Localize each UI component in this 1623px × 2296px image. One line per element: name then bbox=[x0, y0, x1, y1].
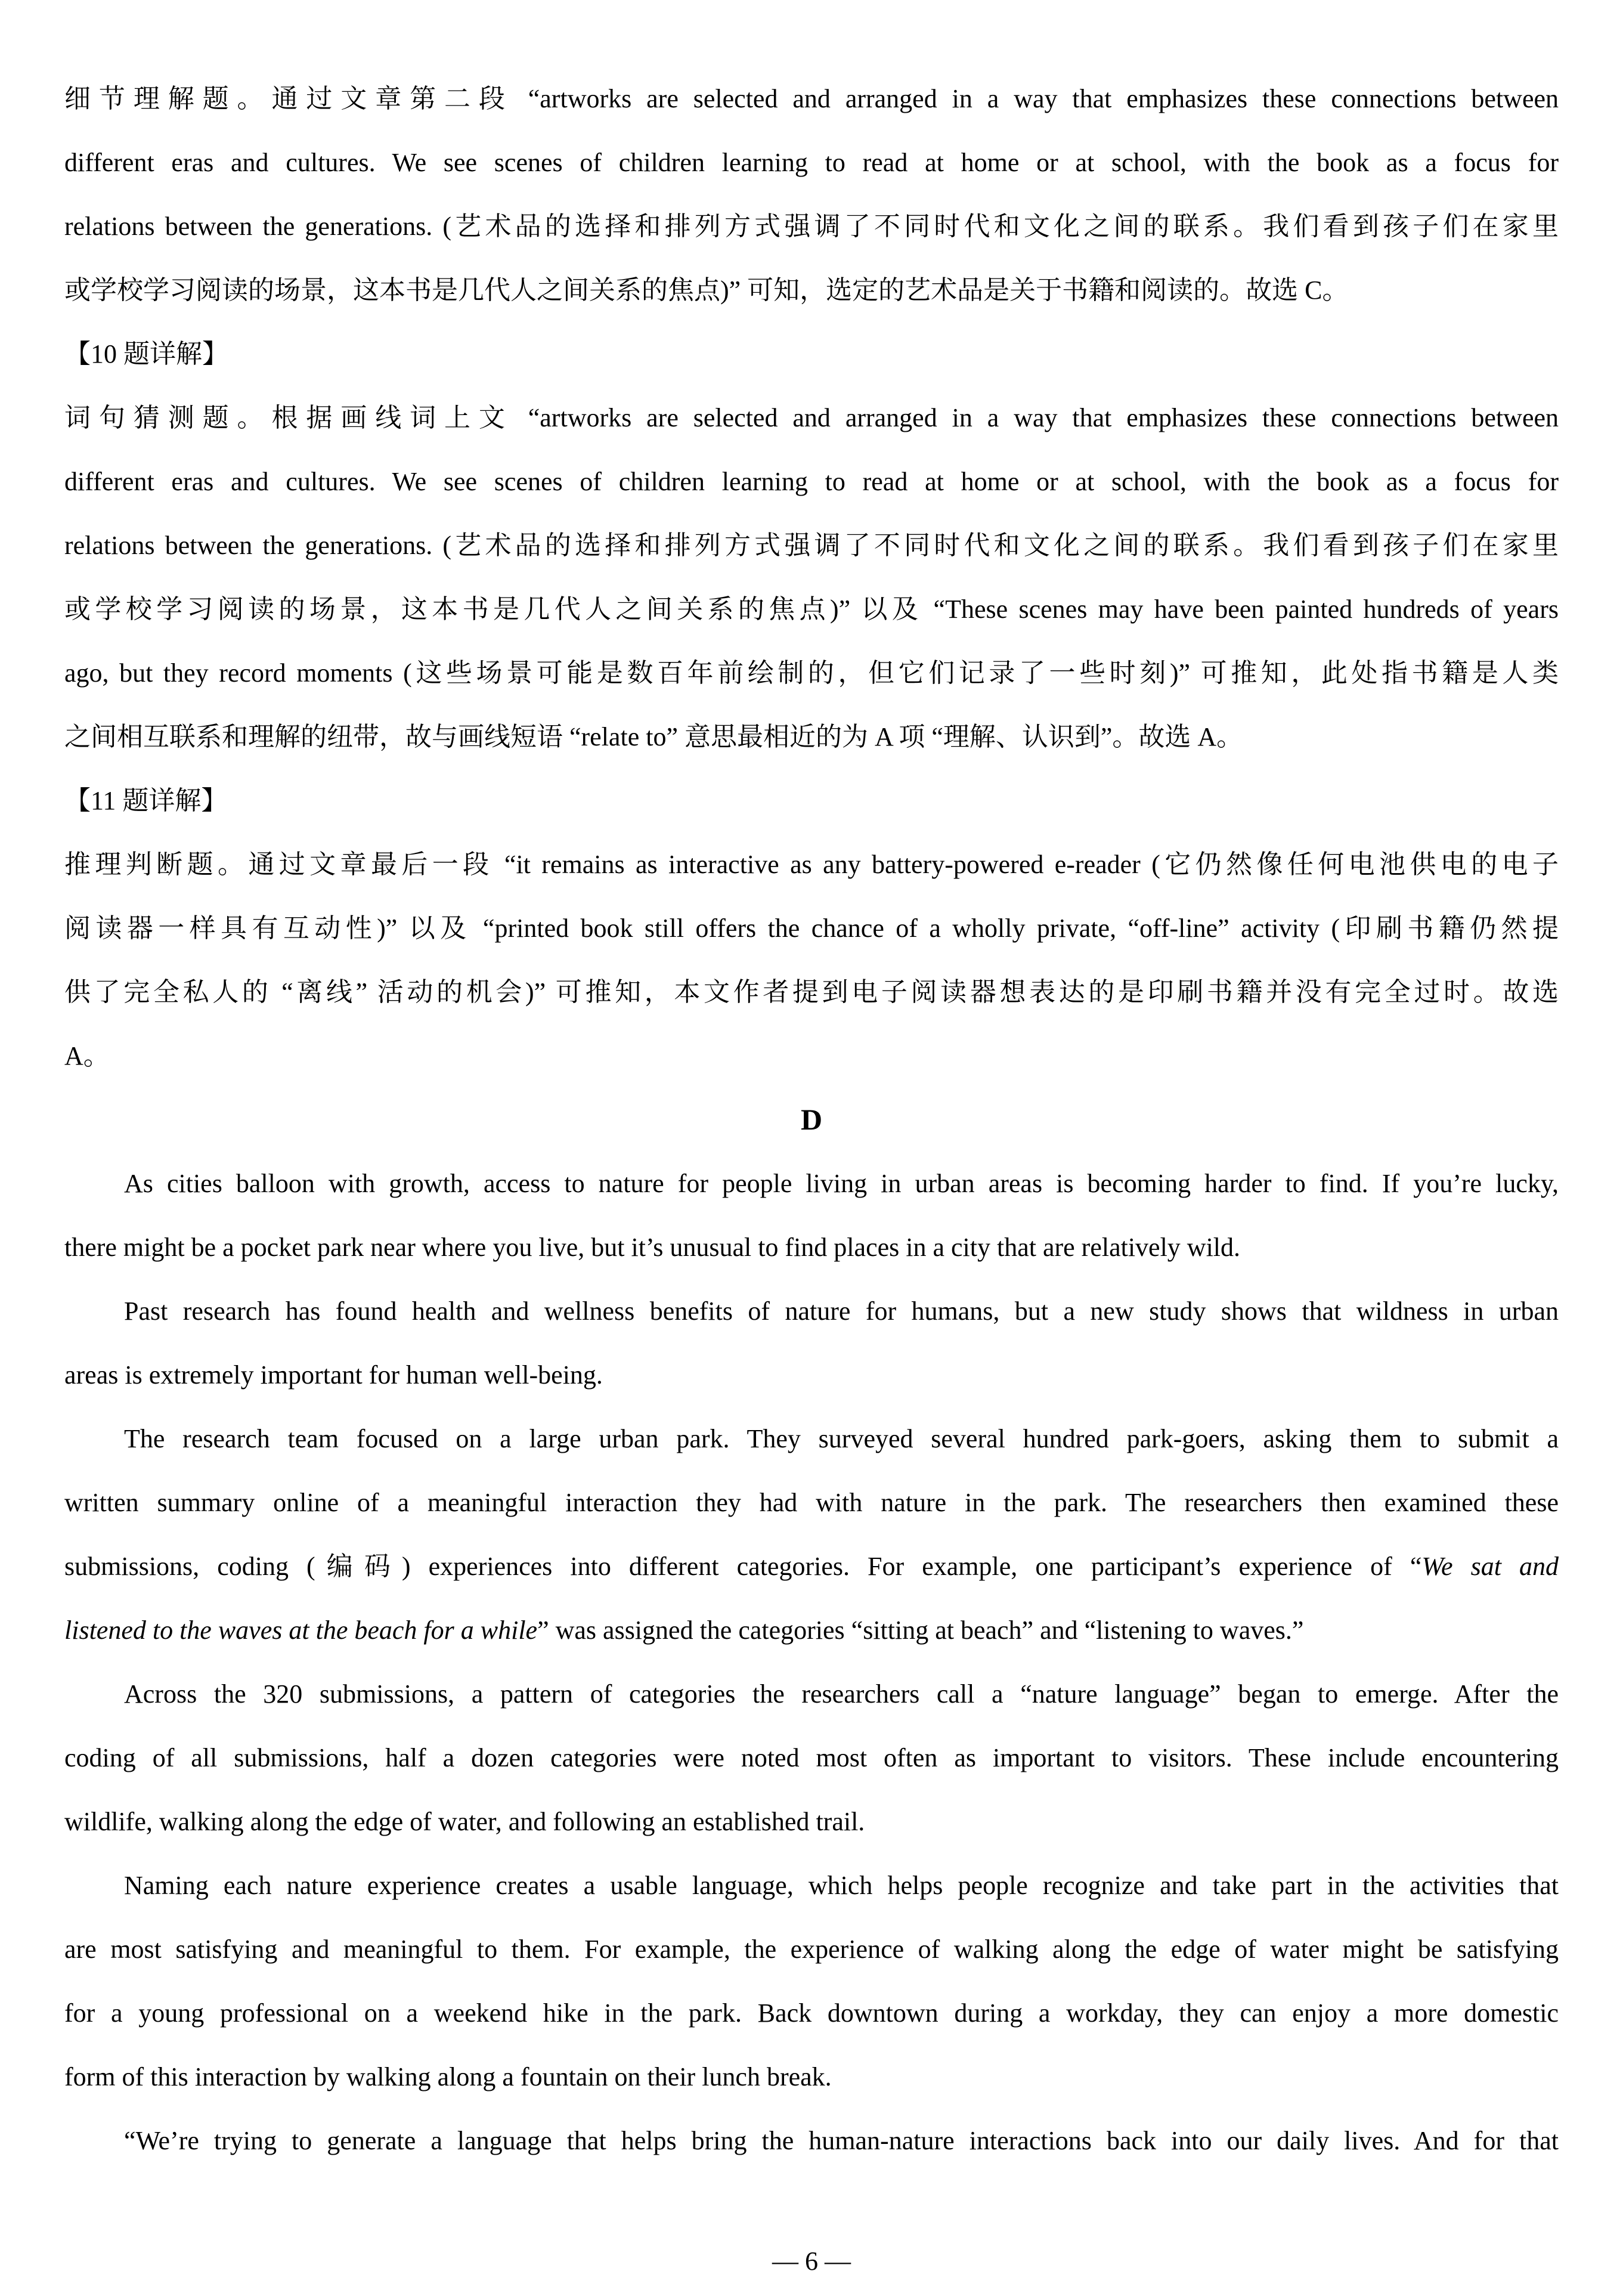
passage-line: areas is extremely important for human well-being. bbox=[64, 1360, 603, 1390]
passage-line bbox=[64, 1598, 1559, 1662]
passage-line: written summary online of a meaningful interaction they had with nature in the park. The researchers then examined these bbox=[64, 1488, 1559, 1517]
passage-text: submissions, coding (编码) experiences into different categories. For example, one participant’s experience of “ bbox=[64, 1552, 1422, 1581]
question-11-header: 【11 题详解】 bbox=[64, 786, 228, 815]
passage-line: for a young professional on a weekend hike in the park. Back downtown during a workday, they can enjoy a more domestic bbox=[64, 1998, 1559, 2028]
text-line: 细节理解题。通过文章第二段 “artworks are selected and arranged in a way that emphasizes these connections between bbox=[64, 84, 1559, 113]
text-line: different eras and cultures. We see scenes of children learning to read at home or at school, with the book as a focus for bbox=[64, 467, 1559, 496]
passage-line: coding of all submissions, half a dozen categories were noted most often as important to visitors. These include encountering bbox=[64, 1743, 1559, 1772]
passage-line: there might be a pocket park near where you live, but it’s unusual to find places in a city that are relatively wild. bbox=[64, 1233, 1241, 1262]
text-line: 词句猜测题。根据画线词上文 “artworks are selected and arranged in a way that emphasizes these connections between bbox=[64, 403, 1559, 432]
passage-line: The research team focused on a large urban park. They surveyed several hundred park-goers, asking them to submit a bbox=[124, 1424, 1559, 1453]
text-line: 或学校学习阅读的场景，这本书是几代人之间关系的焦点)” 以及 “These scenes may have been painted hundreds of years bbox=[64, 595, 1559, 624]
text-line: relations between the generations. (艺术品的选择和排列方式强调了不同时代和文化之间的联系。我们看到孩子们在家里 bbox=[64, 531, 1559, 560]
quoted-italic-text: listened to the waves at the beach for a while bbox=[64, 1616, 538, 1645]
passage-line: form of this interaction by walking along a fountain on their lunch break. bbox=[64, 2062, 832, 2091]
page-number: — 6 — bbox=[772, 2247, 851, 2276]
quoted-italic-text: We sat and bbox=[1421, 1552, 1559, 1581]
text-line: 推理判断题。通过文章最后一段 “it remains as interactive as any battery-powered e-reader (它仍然像任何电池供电的电子 bbox=[64, 850, 1559, 879]
text-line: different eras and cultures. We see scenes of children learning to read at home or at school, with the book as a focus for bbox=[64, 148, 1559, 177]
passage-d-heading: D bbox=[800, 1103, 823, 1136]
passage-text: ” was assigned the categories “sitting at beach” and “listening to waves.” bbox=[537, 1616, 1304, 1645]
text-line: 或学校学习阅读的场景，这本书是几代人之间关系的焦点)” 可知，选定的艺术品是关于书籍和阅读的。故选 C。 bbox=[64, 276, 1349, 305]
text-line: ago, but they record moments (这些场景可能是数百年前绘制的，但它们记录了一些时刻)” 可推知，此处指书籍是人类 bbox=[64, 658, 1559, 688]
text-line: 供了完全私人的 “离线” 活动的机会)” 可推知，本文作者提到电子阅读器想表达的是印刷书籍并没有完全过时。故选 bbox=[64, 977, 1559, 1007]
text-line: 之间相互联系和理解的纽带，故与画线短语 “relate to” 意思最相近的为 A 项 “理解、认识到”。故选 A。 bbox=[64, 722, 1243, 751]
text-line: relations between the generations. (艺术品的选择和排列方式强调了不同时代和文化之间的联系。我们看到孩子们在家里 bbox=[64, 212, 1559, 241]
text-line: 阅读器一样具有互动性)” 以及 “printed book still offers the chance of a wholly private, “off-line” activity (印刷书籍仍然提 bbox=[64, 914, 1559, 943]
passage-line: wildlife, walking along the edge of water, and following an established trail. bbox=[64, 1807, 865, 1836]
passage-line bbox=[64, 1534, 1559, 1598]
question-10-header: 【10 题详解】 bbox=[64, 339, 228, 369]
passage-line: As cities balloon with growth, access to nature for people living in urban areas is becoming harder to find. If you’re lucky, bbox=[124, 1169, 1559, 1198]
passage-line: Across the 320 submissions, a pattern of categories the researchers call a “nature language” began to emerge. After the bbox=[124, 1679, 1559, 1709]
passage-line: Naming each nature experience creates a usable language, which helps people recognize and take part in the activities that bbox=[124, 1871, 1559, 1900]
passage-line: “We’re trying to generate a language that helps bring the human-nature interactions back into our daily lives. And for that bbox=[124, 2126, 1559, 2155]
text-line: A。 bbox=[64, 1041, 110, 1070]
passage-line: are most satisfying and meaningful to them. For example, the experience of walking along the edge of water might be satisfying bbox=[64, 1935, 1559, 1964]
passage-line: Past research has found health and wellness benefits of nature for humans, but a new study shows that wildness in urban bbox=[124, 1296, 1559, 1326]
